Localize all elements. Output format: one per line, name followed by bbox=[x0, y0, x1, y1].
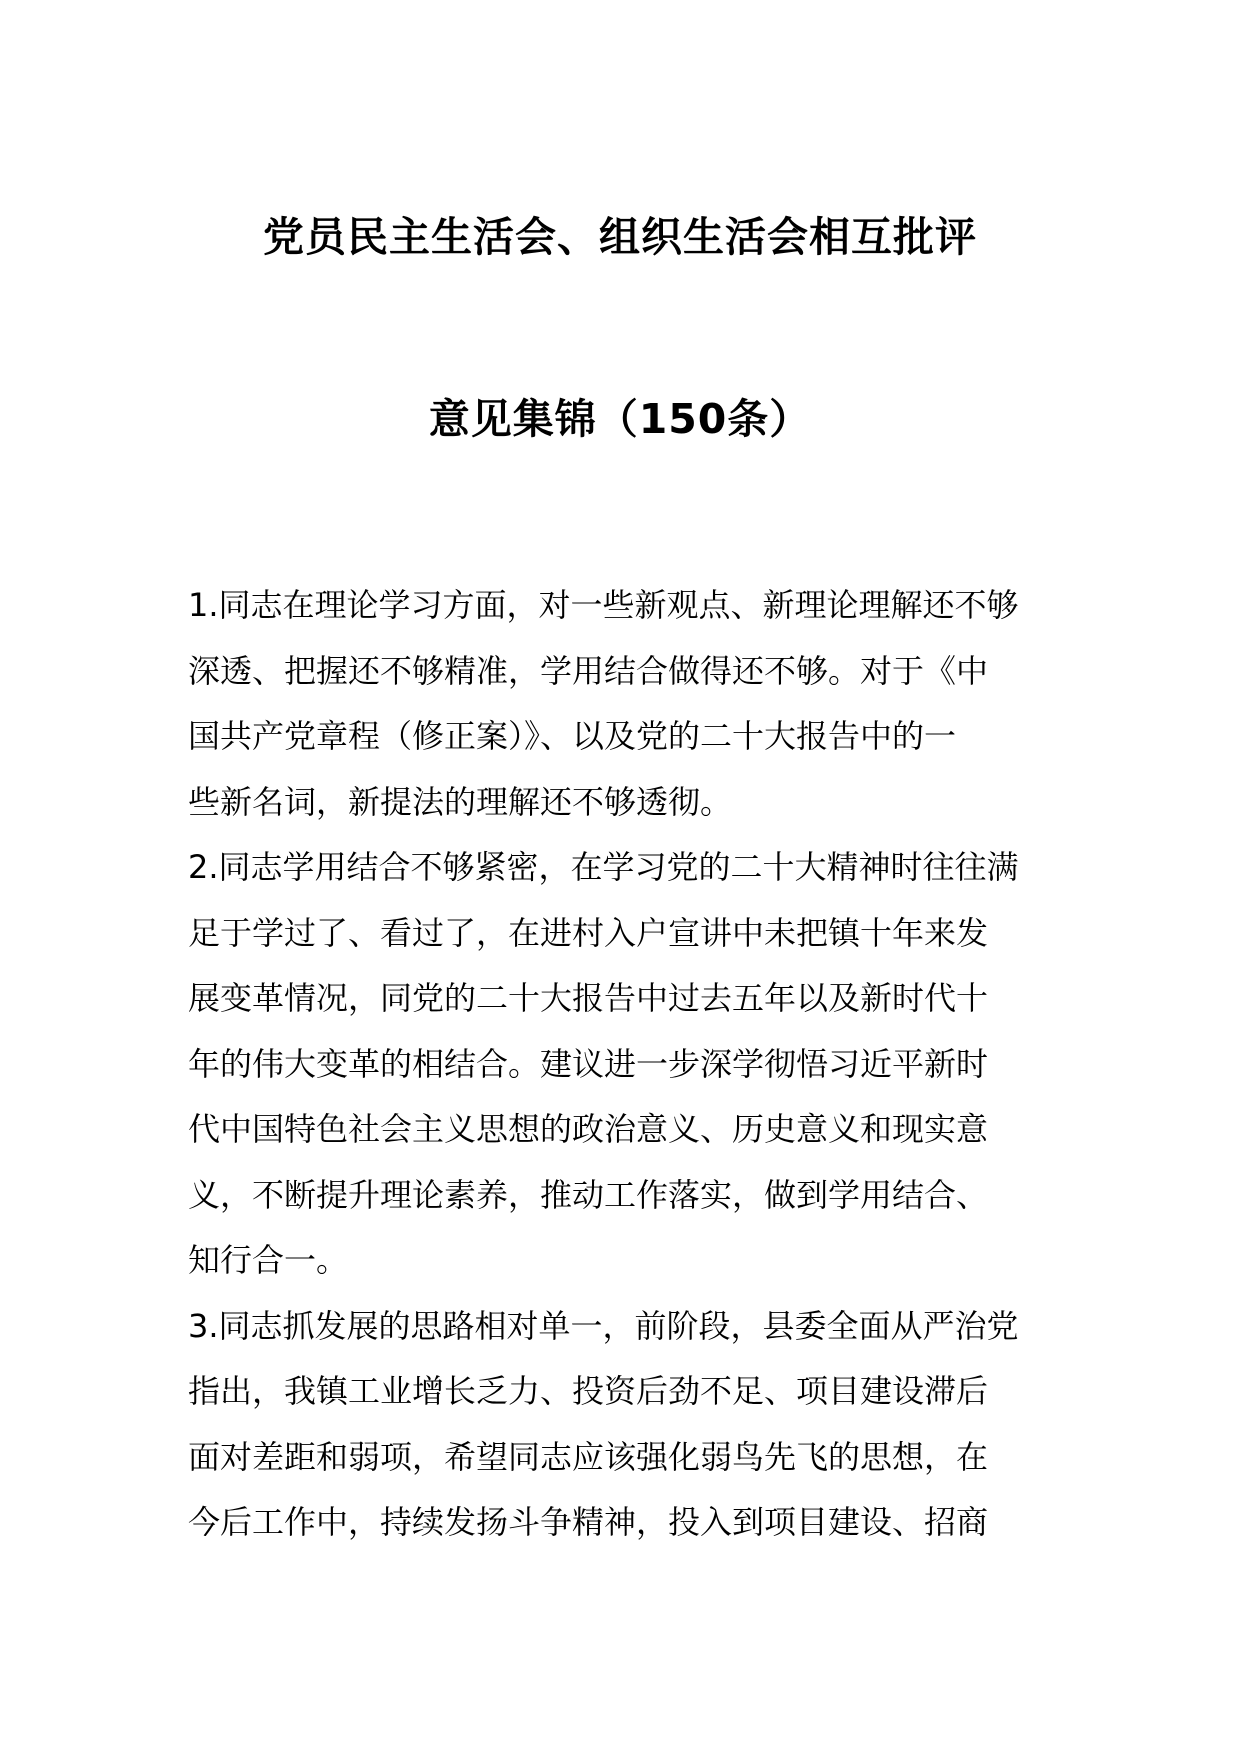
body-line: 义，不断提升理论素养，推动工作落实，做到学用结合、 bbox=[188, 1175, 989, 1214]
body-line: 今后工作中，持续发扬斗争精神，投入到项目建设、招商 bbox=[188, 1503, 989, 1541]
document-title-line-2: 意见集锦（150条） bbox=[428, 395, 812, 443]
body-line: 深透、把握还不够精准，学用结合做得还不够。对于《中 bbox=[188, 651, 989, 690]
body-line: 代中国特色社会主义思想的政治意义、历史意义和现实意 bbox=[188, 1110, 989, 1148]
body-line: 2.同志学用结合不够紧密，在学习党的二十大精神时往往满 bbox=[188, 848, 1019, 886]
body-line: 指出，我镇工业增长乏力、投资后劲不足、项目建设滞后 bbox=[188, 1372, 989, 1410]
body-line: 年的伟大变革的相结合。建议进一步深学彻悟习近平新时 bbox=[188, 1044, 989, 1083]
body-line: 些新名词，新提法的理解还不够透彻。 bbox=[188, 782, 733, 821]
document-body bbox=[188, 573, 1058, 1556]
document-title-line-1: 党员民主生活会、组织生活会相互批评 bbox=[263, 213, 977, 261]
body-line: 面对差距和弱项，希望同志应该强化弱鸟先飞的思想，在 bbox=[188, 1437, 989, 1476]
body-line: 展变革情况，同党的二十大报告中过去五年以及新时代十 bbox=[188, 979, 989, 1017]
body-line: 3.同志抓发展的思路相对单一，前阶段，县委全面从严治党 bbox=[188, 1306, 1019, 1345]
body-line: 知行合一。 bbox=[188, 1241, 349, 1279]
body-line: 国共产党章程（修正案）》、以及党的二十大报告中的一 bbox=[188, 717, 957, 755]
body-line: 足于学过了、看过了，在进村入户宣讲中未把镇十年来发 bbox=[188, 913, 989, 952]
body-line: 1.同志在理论学习方面，对一些新观点、新理论理解还不够 bbox=[188, 586, 1019, 624]
